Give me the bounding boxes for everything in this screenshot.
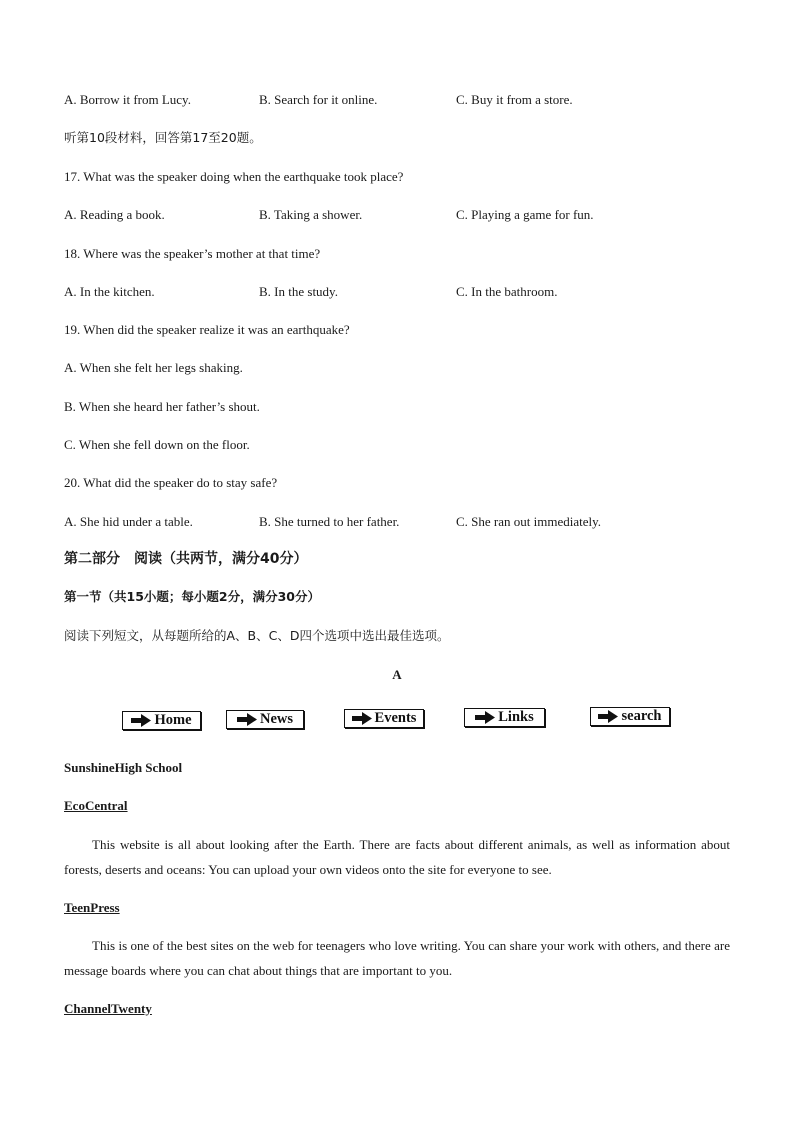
site-desc-teenpress: This is one of the best sites on the web for teenagers who love writing. You can share your work with others, and there are message boards where you can chat about things that are important to you. [64,938,730,978]
q19-option-b: B. When she heard her father’s shout. [64,399,260,414]
search-button[interactable] [590,707,670,726]
q20-question: 20. What did the speaker do to stay safe? [64,475,278,490]
links-button[interactable] [464,708,545,727]
q17-options [64,207,744,223]
q20-option-c: C. She ran out immediately. [456,514,602,529]
q20-option-b: B. She turned to her father. [259,514,400,529]
section10-instruction: 听第10段材料，回答第17至20题。 [64,130,262,145]
section1-title: 第一节（共15小题；每小题2分，满分30分） [64,589,320,604]
q17-question: 17. What was the speaker doing when the earthquake took place? [64,169,404,184]
school-name: SunshineHigh School [64,760,183,775]
q18-option-b: B. In the study. [259,284,338,299]
news-button[interactable] [226,710,304,729]
part2-title: 第二部分 阅读（共两节，满分40分） [64,551,308,567]
q17-option-b: B. Taking a shower. [259,207,363,222]
home-button[interactable] [122,711,201,730]
events-label: Events [374,710,417,726]
q18-option-c: C. In the bathroom. [456,284,558,299]
site-title-channeltwenty[interactable]: ChannelTwenty [64,1001,152,1016]
arrow-right-icon [598,710,618,723]
q16-option-c: C. Buy it from a store. [456,92,573,107]
q19-option-a: A. When she felt her legs shaking. [64,360,243,375]
arrow-right-icon [237,713,257,726]
arrow-right-icon [352,712,372,725]
links-label: Links [498,709,534,725]
q18-options [64,284,744,300]
home-label: Home [154,712,192,728]
q20-option-a: A. She hid under a table. [64,514,193,529]
passage-letter: A [392,667,402,682]
site-title-ecocentral[interactable]: EcoCentral [64,798,128,813]
q16-option-a: A. Borrow it from Lucy. [64,92,191,107]
q17-option-c: C. Playing a game for fun. [456,207,594,222]
q18-option-a: A. In the kitchen. [64,284,155,299]
arrow-right-icon [131,714,151,727]
q16-options [64,92,744,108]
search-label: search [621,708,662,724]
events-button[interactable] [344,709,424,728]
q19-option-c: C. When she fell down on the floor. [64,437,250,452]
site-title-teenpress[interactable]: TeenPress [64,900,120,915]
q18-question: 18. Where was the speaker’s mother at that time? [64,246,321,261]
news-label: News [259,711,294,727]
q17-option-a: A. Reading a book. [64,207,165,222]
site-desc-ecocentral: This website is all about looking after the Earth. There are facts about different animals, as well as information about forests, deserts and oceans: You can upload your own videos onto the site for everyone to see. [64,837,730,877]
q16-option-b: B. Search for it online. [259,92,378,107]
reading-instruction: 阅读下列短文，从每题所给的A、B、C、D四个选项中选出最佳选项。 [64,628,450,643]
q20-options [64,514,744,530]
arrow-right-icon [475,711,495,724]
q19-question: 19. When did the speaker realize it was an earthquake? [64,322,350,337]
